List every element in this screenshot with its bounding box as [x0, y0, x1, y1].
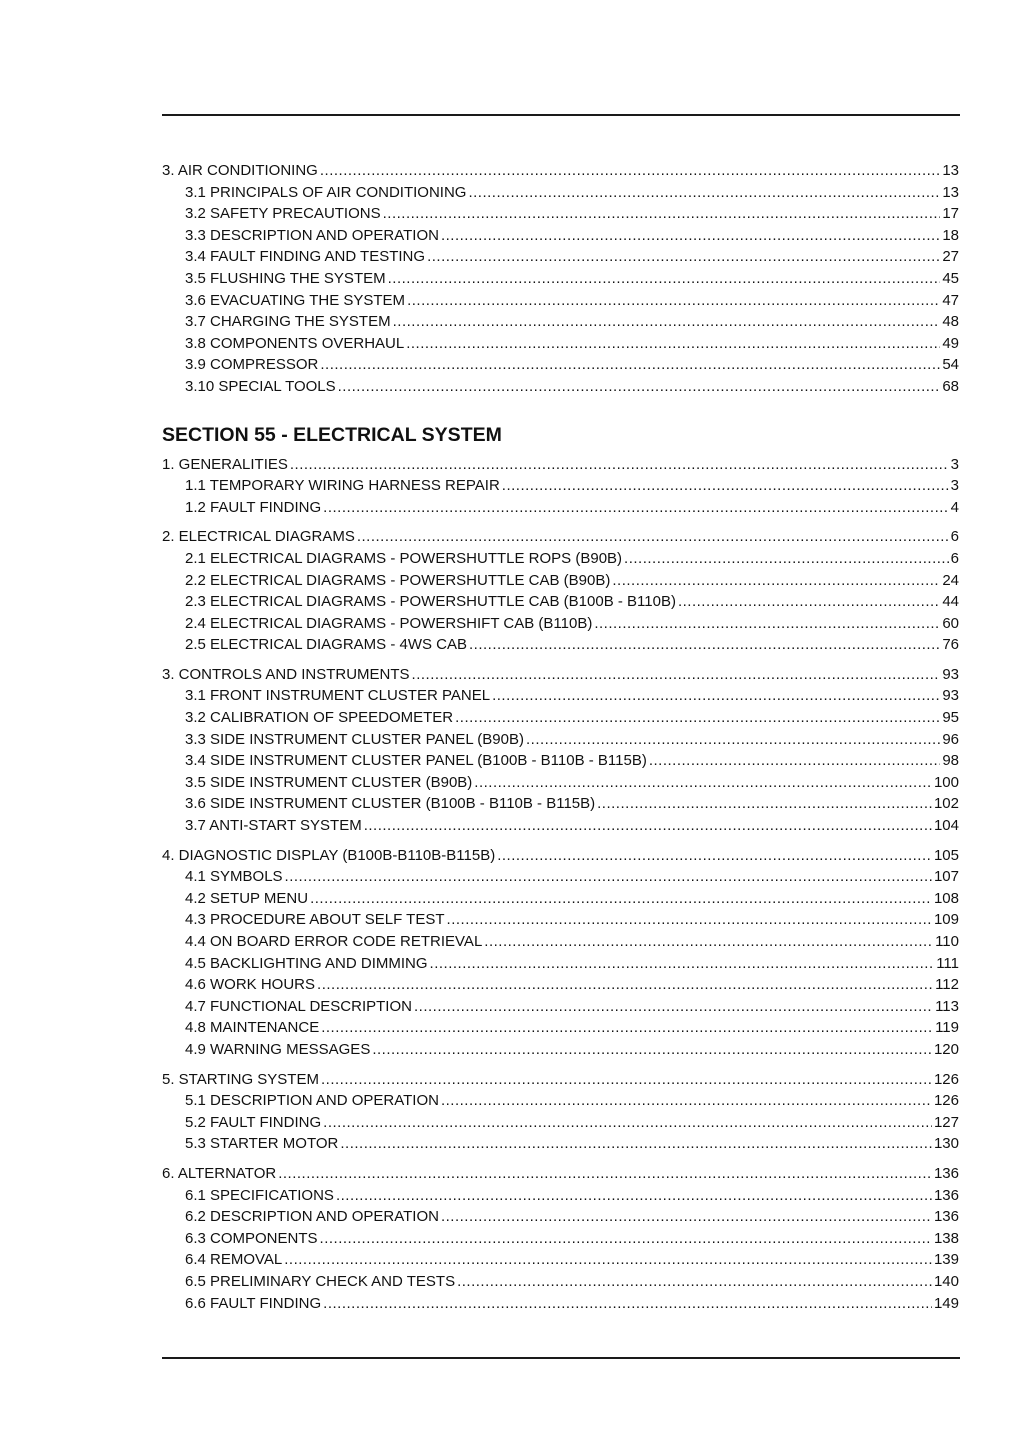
dot-leader: [469, 634, 940, 656]
toc-subentry[interactable]: [162, 591, 959, 613]
toc-subentry[interactable]: [162, 1017, 959, 1039]
entry-label: 2.2 ELECTRICAL DIAGRAMS - POWERSHUTTLE CAB (B90B): [185, 571, 611, 589]
entry-label: 3.4 FAULT FINDING AND TESTING: [185, 248, 426, 266]
dot-leader: [310, 888, 932, 910]
page-number: 107: [933, 868, 959, 886]
page-number: 100: [933, 773, 959, 791]
page-number: 47: [942, 291, 959, 309]
page-number: 98: [942, 752, 959, 770]
entry-label: 2.1 ELECTRICAL DIAGRAMS - POWERSHUTTLE ROPS (B90B): [185, 549, 623, 567]
dot-leader: [320, 354, 940, 376]
page-number: 4: [950, 498, 959, 516]
toc-subentry[interactable]: [162, 815, 959, 837]
page-number: 127: [933, 1113, 959, 1131]
toc-entry[interactable]: [162, 1069, 959, 1091]
entry-label: 3.7 CHARGING THE SYSTEM: [185, 313, 391, 331]
dot-leader: [678, 591, 940, 613]
page-number: 76: [942, 636, 959, 654]
entry-label: 4.3 PROCEDURE ABOUT SELF TEST: [185, 911, 445, 929]
page-number: 45: [942, 269, 959, 287]
page-number: 27: [942, 248, 959, 266]
toc-subentry[interactable]: [162, 290, 959, 312]
page-number: 13: [942, 162, 959, 179]
entry-label: 3.2 SAFETY PRECAUTIONS: [185, 205, 381, 223]
dot-leader: [321, 1069, 932, 1091]
entry-label: 4.7 FUNCTIONAL DESCRIPTION: [185, 997, 412, 1015]
entry-label: 6.4 REMOVAL: [185, 1251, 283, 1269]
toc-subentry[interactable]: [162, 333, 959, 355]
page-number: 6: [950, 549, 959, 567]
page-number: 140: [933, 1272, 959, 1290]
page-number: 6: [950, 528, 959, 546]
dot-leader: [340, 1133, 932, 1155]
dot-leader: [497, 845, 932, 867]
page-number: 119: [935, 1019, 959, 1037]
page-number: 17: [942, 205, 959, 223]
dot-leader: [502, 475, 949, 497]
dot-leader: [357, 526, 949, 548]
page-number: 139: [933, 1251, 959, 1269]
entry-label: 6. ALTERNATOR: [162, 1164, 277, 1182]
page-number: 120: [933, 1040, 959, 1058]
entry-label: 5.1 DESCRIPTION AND OPERATION: [185, 1092, 439, 1110]
page-number: 136: [933, 1208, 959, 1226]
dot-leader: [364, 815, 932, 837]
dot-leader: [624, 548, 949, 570]
dot-leader: [320, 1228, 932, 1250]
entry-label: 2.5 ELECTRICAL DIAGRAMS - 4WS CAB: [185, 636, 468, 654]
toc-entry[interactable]: [162, 454, 959, 476]
toc-subentry[interactable]: [162, 634, 959, 656]
table-of-contents: [162, 160, 959, 1314]
page-number: 105: [933, 846, 959, 864]
entry-label: 4.5 BACKLIGHTING AND DIMMING: [185, 954, 428, 972]
dot-leader: [468, 182, 940, 204]
toc-subentry[interactable]: [162, 613, 959, 635]
entry-label: 2.4 ELECTRICAL DIAGRAMS - POWERSHIFT CAB (B110B): [185, 614, 593, 632]
dot-leader: [455, 707, 940, 729]
dot-leader: [290, 454, 949, 476]
page-number: 136: [933, 1164, 959, 1182]
dot-leader: [278, 1163, 932, 1185]
entry-label: 4.8 MAINTENANCE: [185, 1019, 320, 1037]
dot-leader: [441, 1206, 932, 1228]
toc-subentry[interactable]: [162, 548, 959, 570]
dot-leader: [338, 376, 941, 398]
dot-leader: [407, 290, 940, 312]
toc-subentry[interactable]: [162, 1249, 959, 1271]
page-number: 138: [933, 1229, 959, 1247]
section-heading: SECTION 55 - ELECTRICAL SYSTEM: [162, 423, 502, 446]
toc-subentry[interactable]: [162, 909, 959, 931]
dot-leader: [388, 268, 941, 290]
toc-subentry[interactable]: [162, 570, 959, 592]
entry-label: 3.9 COMPRESSOR: [185, 356, 319, 374]
dot-leader: [414, 996, 933, 1018]
entry-label: 4.6 WORK HOURS: [185, 976, 316, 994]
entry-label: 2. ELECTRICAL DIAGRAMS: [162, 528, 355, 546]
toc-subentry[interactable]: [162, 1206, 959, 1228]
page-number: 93: [942, 665, 959, 683]
bottom-rule: [162, 1357, 960, 1359]
entry-label: 1.1 TEMPORARY WIRING HARNESS REPAIR: [185, 477, 500, 495]
dot-leader: [383, 203, 941, 225]
toc-entry[interactable]: [162, 845, 959, 867]
dot-leader: [393, 311, 941, 333]
dot-leader: [427, 246, 940, 268]
toc-subentry[interactable]: [162, 246, 959, 268]
entry-label: 3.6 SIDE INSTRUMENT CLUSTER (B100B - B110B - B115B): [185, 795, 596, 813]
page-number: 13: [942, 183, 959, 201]
dot-leader: [284, 1249, 932, 1271]
toc-subentry[interactable]: [162, 931, 959, 953]
toc-entry[interactable]: [162, 1163, 959, 1185]
entry-label: 4.9 WARNING MESSAGES: [185, 1040, 371, 1058]
page-number: 54: [942, 356, 959, 374]
dot-leader: [526, 729, 940, 751]
toc-subentry[interactable]: [162, 225, 959, 247]
dot-leader: [320, 160, 940, 182]
entry-label: 4.2 SETUP MENU: [185, 889, 309, 907]
entry-label: 3.1 PRINCIPALS OF AIR CONDITIONING: [185, 183, 467, 201]
entry-label: 6.5 PRELIMINARY CHECK AND TESTS: [185, 1272, 456, 1290]
toc-subentry[interactable]: [162, 376, 959, 398]
page-number: 126: [933, 1092, 959, 1110]
toc-subentry[interactable]: [162, 750, 959, 772]
page-number: 113: [935, 997, 959, 1015]
entry-label: 5.3 STARTER MOTOR: [185, 1135, 339, 1153]
page-number: 93: [942, 687, 959, 705]
top-rule: [162, 114, 960, 116]
dot-leader: [649, 750, 940, 772]
dot-leader: [336, 1185, 932, 1207]
page-number: 49: [942, 334, 959, 352]
dot-leader: [457, 1271, 932, 1293]
entry-label: 2.3 ELECTRICAL DIAGRAMS - POWERSHUTTLE CAB (B100B - B110B): [185, 593, 676, 611]
page-number: 24: [942, 571, 959, 589]
dot-leader: [323, 1293, 932, 1315]
entry-label: 4.4 ON BOARD ERROR CODE RETRIEVAL: [185, 933, 483, 950]
page-number: 108: [933, 889, 959, 907]
toc-section-previous: [162, 160, 959, 398]
toc-subentry[interactable]: [162, 1133, 959, 1155]
dot-leader: [317, 974, 933, 996]
entry-label: 3. CONTROLS AND INSTRUMENTS: [162, 665, 410, 683]
entry-label: 4. DIAGNOSTIC DISPLAY (B100B-B110B-B115B): [162, 846, 496, 864]
toc-subentry[interactable]: [162, 475, 959, 497]
entry-label: 3.8 COMPONENTS OVERHAUL: [185, 334, 405, 352]
dot-leader: [372, 1039, 932, 1061]
toc-entry[interactable]: [162, 664, 959, 686]
page-number: 111: [936, 954, 959, 972]
toc-subentry[interactable]: [162, 1293, 959, 1315]
toc-subentry[interactable]: [162, 888, 959, 910]
page-number: 68: [942, 377, 959, 395]
dot-leader: [597, 793, 932, 815]
dot-leader: [474, 772, 932, 794]
toc-subentry[interactable]: [162, 497, 959, 519]
toc-section-electrical: [162, 454, 959, 1315]
entry-label: 1.2 FAULT FINDING: [185, 498, 322, 516]
dot-leader: [612, 570, 940, 592]
page-number: 3: [950, 455, 959, 473]
entry-label: 6.1 SPECIFICATIONS: [185, 1186, 334, 1204]
entry-label: 5.2 FAULT FINDING: [185, 1113, 322, 1131]
dot-leader: [285, 866, 932, 888]
page-number: 136: [933, 1186, 959, 1204]
toc-subentry[interactable]: [162, 772, 959, 794]
dot-leader: [447, 909, 932, 931]
dot-leader: [412, 664, 941, 686]
page-number: 126: [933, 1070, 959, 1088]
page-number: 149: [933, 1294, 959, 1312]
entry-label: 3.10 SPECIAL TOOLS: [185, 377, 336, 395]
dot-leader: [406, 333, 940, 355]
toc-subentry[interactable]: [162, 793, 959, 815]
toc-subentry[interactable]: [162, 1228, 959, 1250]
toc-subentry[interactable]: [162, 996, 959, 1018]
entry-label: 5. STARTING SYSTEM: [162, 1070, 319, 1088]
page-number: 112: [935, 976, 959, 994]
toc-subentry[interactable]: [162, 866, 959, 888]
toc-subentry[interactable]: [162, 1112, 959, 1134]
entry-label: 3.6 EVACUATING THE SYSTEM: [185, 291, 406, 309]
page-number: 130: [933, 1135, 959, 1153]
entry-label: 3.3 DESCRIPTION AND OPERATION: [185, 226, 439, 244]
dot-leader: [492, 685, 940, 707]
page-number: 95: [942, 709, 959, 727]
toc-subentry[interactable]: [162, 953, 959, 975]
page-number: 109: [933, 911, 959, 929]
toc-subentry[interactable]: [162, 354, 959, 376]
entry-label: 3.5 SIDE INSTRUMENT CLUSTER (B90B): [185, 773, 473, 791]
page-number: 104: [933, 817, 959, 835]
entry-label: 4.1 SYMBOLS: [185, 868, 283, 886]
entry-label: 3.5 FLUSHING THE SYSTEM: [185, 269, 386, 287]
toc-subentry[interactable]: [162, 974, 959, 996]
page-number: 44: [942, 593, 959, 611]
toc-subentry[interactable]: [162, 1185, 959, 1207]
page-number: 96: [942, 730, 959, 748]
page-number: 48: [942, 313, 959, 331]
entry-label: 3.1 FRONT INSTRUMENT CLUSTER PANEL: [185, 687, 491, 705]
entry-label: 6.6 FAULT FINDING: [185, 1294, 322, 1312]
toc-subentry[interactable]: [162, 311, 959, 333]
dot-leader: [594, 613, 940, 635]
toc-subentry[interactable]: [162, 182, 959, 204]
dot-leader: [323, 1112, 932, 1134]
entry-label: 3.3 SIDE INSTRUMENT CLUSTER PANEL (B90B): [185, 730, 524, 748]
toc-subentry[interactable]: [162, 729, 959, 751]
page-number: 110: [935, 933, 959, 950]
entry-label: 3. AIR CONDITIONING: [162, 162, 318, 179]
entry-label: 3.4 SIDE INSTRUMENT CLUSTER PANEL (B100B - B110B - B115B): [185, 752, 647, 770]
toc-subentry[interactable]: [162, 268, 959, 290]
entry-label: 1. GENERALITIES: [162, 455, 288, 473]
dot-leader: [441, 1090, 932, 1112]
toc-subentry[interactable]: [162, 203, 959, 225]
entry-label: 6.2 DESCRIPTION AND OPERATION: [185, 1208, 439, 1226]
dot-leader: [430, 953, 935, 975]
toc-subentry[interactable]: [162, 685, 959, 707]
entry-label: 6.3 COMPONENTS: [185, 1229, 318, 1247]
dot-leader: [321, 1017, 933, 1039]
page-number: 102: [933, 795, 959, 813]
toc-subentry[interactable]: [162, 707, 959, 729]
dot-leader: [484, 931, 933, 953]
page-number: 18: [942, 226, 959, 244]
page-number: 3: [950, 477, 959, 495]
entry-label: 3.2 CALIBRATION OF SPEEDOMETER: [185, 709, 454, 727]
toc-subentry[interactable]: [162, 1271, 959, 1293]
dot-leader: [441, 225, 940, 247]
toc-entry[interactable]: [162, 526, 959, 548]
toc-entry[interactable]: [162, 160, 959, 182]
toc-subentry[interactable]: [162, 1039, 959, 1061]
page-number: 60: [942, 614, 959, 632]
entry-label: 3.7 ANTI-START SYSTEM: [185, 817, 362, 835]
toc-subentry[interactable]: [162, 1090, 959, 1112]
dot-leader: [323, 497, 949, 519]
